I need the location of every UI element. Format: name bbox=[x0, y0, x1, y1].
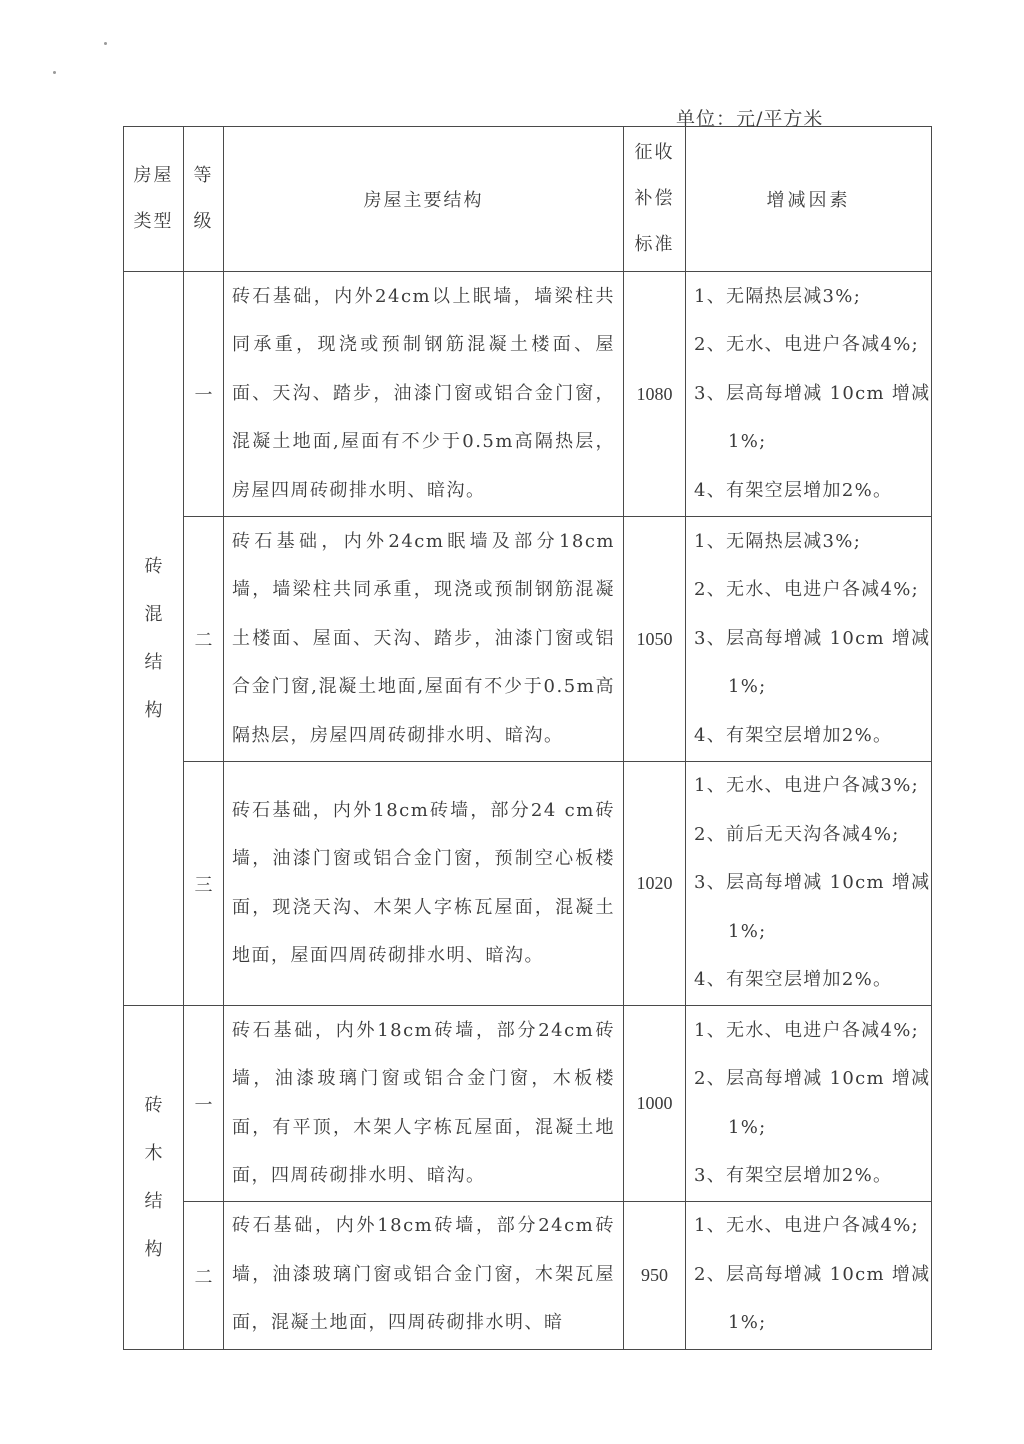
factor-item: 3、层高每增减 10cm 增减 bbox=[694, 382, 931, 404]
category-cell bbox=[124, 1006, 184, 1350]
structure-cell: 砖石基础，内外24cm以上眠墙，墙梁柱共同承重，现浇或预制钢筋混凝土楼面、屋面、天沟、踏步，油漆门窗或铝合金门窗，混凝土地面,屋面有不少于0.5m高隔热层，房屋四周砖砌排水明、暗沟。 bbox=[224, 272, 624, 517]
factor-item: 1%; bbox=[728, 1116, 767, 1138]
header-type-text: 房屋类型 bbox=[133, 165, 174, 232]
header-grade-text: 等级 bbox=[193, 165, 214, 232]
scan-speck bbox=[53, 71, 56, 74]
header-type bbox=[124, 127, 184, 272]
structure-cell: 砖石基础，内外18cm砖墙，部分24cm砖墙，油漆玻璃门窗或铝合金门窗，木架瓦屋面，混凝土地面，四周砖砌排水明、暗 bbox=[224, 1202, 624, 1350]
factor-item: 2、层高每增减 10cm 增减 bbox=[694, 1068, 931, 1089]
factor-item: 4、有架空层增加2%。 bbox=[694, 479, 893, 501]
factor-item: 3、有架空层增加2%。 bbox=[694, 1165, 893, 1186]
structure-cell: 砖石基础，内外24cm眠墙及部分18cm墙，墙梁柱共同承重，现浇或预制钢筋混凝土楼面、屋面、天沟、踏步，油漆门窗或铝合金门窗,混凝土地面,屋面有不少于0.5m高隔热层，房屋四周砖砌排水明、暗沟。 bbox=[224, 517, 624, 762]
factor-item: 3、层高每增减 10cm 增减 bbox=[694, 872, 931, 894]
factor-item: 4、有架空层增加2%。 bbox=[694, 724, 893, 746]
table-row bbox=[124, 517, 932, 762]
factor-item: 1、无水、电进户各减3%; bbox=[694, 775, 919, 797]
header-factors: 增减因素 bbox=[686, 127, 932, 272]
factors-cell bbox=[686, 1006, 932, 1202]
table-row bbox=[124, 1006, 932, 1202]
grade-cell: 二 bbox=[184, 517, 224, 762]
header-standard bbox=[624, 127, 686, 272]
header-structure: 房屋主要结构 bbox=[224, 127, 624, 272]
category-name: 砖木结构 bbox=[144, 1094, 163, 1260]
price-cell: 1050 bbox=[624, 517, 686, 762]
price-cell: 950 bbox=[624, 1202, 686, 1350]
factors-cell bbox=[686, 762, 932, 1006]
structure-cell: 砖石基础，内外18cm砖墙，部分24 cm砖墙，油漆门窗或铝合金门窗，预制空心板楼面，现浇天沟、木架人字栋瓦屋面，混凝土地面，屋面四周砖砌排水明、暗沟。 bbox=[224, 762, 624, 1006]
grade-cell: 一 bbox=[184, 1006, 224, 1202]
factor-item: 3、层高每增减 10cm 增减 bbox=[694, 627, 931, 649]
factor-item: 4、有架空层增加2%。 bbox=[694, 969, 893, 991]
grade-cell: 三 bbox=[184, 762, 224, 1006]
compensation-table bbox=[123, 126, 932, 1350]
factor-item: 2、层高每增减 10cm 增减 bbox=[694, 1263, 931, 1285]
header-row bbox=[124, 127, 932, 272]
factors-cell bbox=[686, 272, 932, 517]
price-cell: 1000 bbox=[624, 1006, 686, 1202]
factor-item: 2、前后无天沟各减4%; bbox=[694, 823, 900, 845]
category-cell bbox=[124, 272, 184, 1006]
scan-speck bbox=[104, 42, 107, 45]
factor-item: 1%; bbox=[728, 920, 767, 942]
factor-item: 1%; bbox=[728, 431, 767, 453]
factor-item: 1、无水、电进户各减4%; bbox=[694, 1215, 919, 1236]
table-row bbox=[124, 272, 932, 517]
unit-note: 单位：元/平方米 bbox=[676, 108, 824, 130]
factors-cell bbox=[686, 1202, 932, 1350]
grade-cell: 二 bbox=[184, 1202, 224, 1350]
header-grade bbox=[184, 127, 224, 272]
factor-item: 2、无水、电进户各减4%; bbox=[694, 579, 919, 601]
category-name: 砖混结构 bbox=[144, 555, 163, 721]
factor-item: 1、无隔热层减3%; bbox=[694, 530, 862, 552]
factors-cell bbox=[686, 517, 932, 762]
price-cell: 1020 bbox=[624, 762, 686, 1006]
factor-item: 1、无水、电进户各减4%; bbox=[694, 1019, 919, 1041]
factor-item: 1%; bbox=[728, 1312, 767, 1333]
factor-item: 1、无隔热层减3%; bbox=[694, 285, 862, 307]
grade-cell: 一 bbox=[184, 272, 224, 517]
header-standard-text: 征收补偿标准 bbox=[634, 142, 675, 255]
factor-item: 1%; bbox=[728, 676, 767, 698]
factor-item: 2、无水、电进户各减4%; bbox=[694, 334, 919, 356]
price-cell: 1080 bbox=[624, 272, 686, 517]
structure-cell: 砖石基础，内外18cm砖墙，部分24cm砖墙，油漆玻璃门窗或铝合金门窗，木板楼面，有平顶，木架人字栋瓦屋面，混凝土地面，四周砖砌排水明、暗沟。 bbox=[224, 1006, 624, 1202]
table-row bbox=[124, 1202, 932, 1350]
table-row bbox=[124, 762, 932, 1006]
